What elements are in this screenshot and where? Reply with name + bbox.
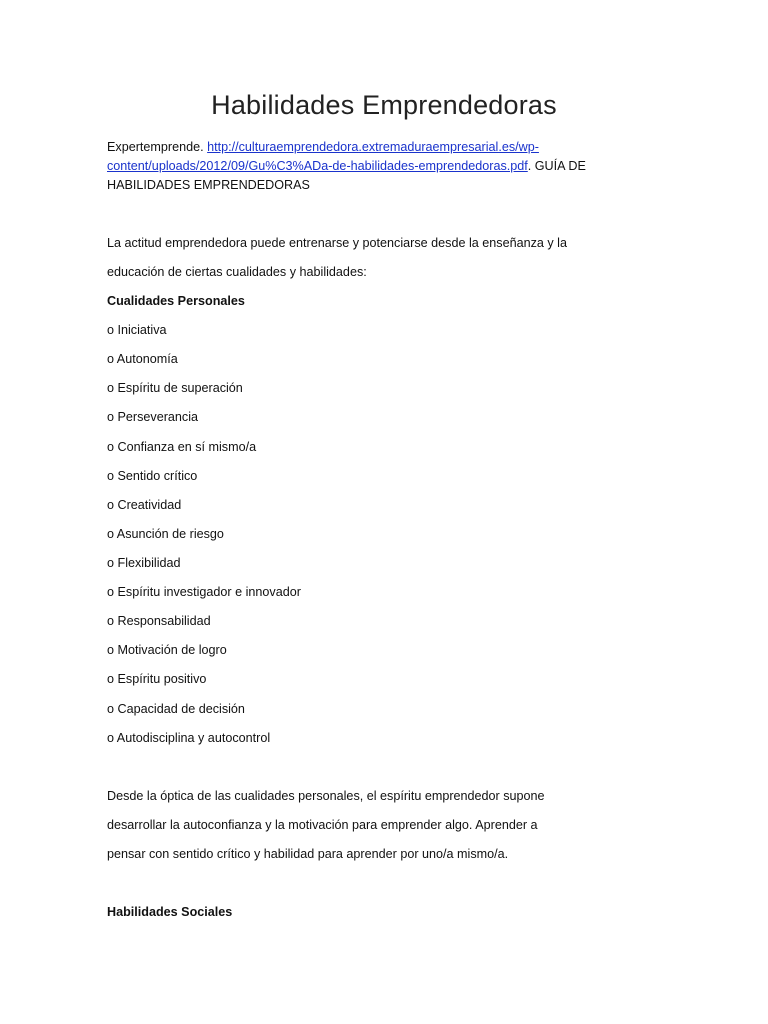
paragraph-line-1: Desde la óptica de las cualidades personales, el espíritu emprendedor supone: [107, 789, 545, 803]
list-item: o Espíritu positivo: [107, 672, 207, 686]
list-item: o Perseverancia: [107, 410, 199, 424]
list-item: o Espíritu de superación: [107, 381, 243, 395]
reference-author: Expertemprende.: [107, 140, 204, 154]
list-item: o Iniciativa: [107, 323, 167, 337]
reference-after-link: . GUÍA DE: [527, 159, 586, 173]
section-heading-personal-qualities: Cualidades Personales: [107, 294, 245, 308]
section-heading-social-skills: Habilidades Sociales: [107, 905, 233, 919]
list-item: o Flexibilidad: [107, 556, 181, 570]
list-item: o Capacidad de decisión: [107, 702, 245, 716]
paragraph-line-3: pensar con sentido crítico y habilidad para aprender por uno/a mismo/a.: [107, 847, 509, 861]
list-item: o Confianza en sí mismo/a: [107, 440, 257, 454]
list-item: o Autonomía: [107, 352, 178, 366]
paragraph-line-2: desarrollar la autoconfianza y la motivación para emprender algo. Aprender a: [107, 818, 538, 832]
list-item: o Motivación de logro: [107, 643, 227, 657]
list-item: o Asunción de riesgo: [107, 527, 224, 541]
list-item: o Responsabilidad: [107, 614, 211, 628]
reference-guide-title: HABILIDADES EMPRENDEDORAS: [107, 178, 310, 192]
document-title: Habilidades Emprendedoras: [211, 90, 557, 120]
reference-link-line2[interactable]: content/uploads/2012/09/Gu%C3%ADa-de-habilidades-emprendedoras.pdf: [107, 159, 528, 173]
intro-line-2: educación de ciertas cualidades y habilidades:: [107, 265, 367, 279]
reference-link-line1[interactable]: http://culturaemprendedora.extremaduraempresarial.es/wp-: [207, 140, 539, 154]
list-item: o Espíritu investigador e innovador: [107, 585, 301, 599]
list-item: o Creatividad: [107, 498, 182, 512]
reference-block: [107, 138, 607, 195]
list-item: o Autodisciplina y autocontrol: [107, 731, 271, 745]
list-item: o Sentido crítico: [107, 469, 198, 483]
intro-line-1: La actitud emprendedora puede entrenarse y potenciarse desde la enseñanza y la: [107, 236, 567, 250]
